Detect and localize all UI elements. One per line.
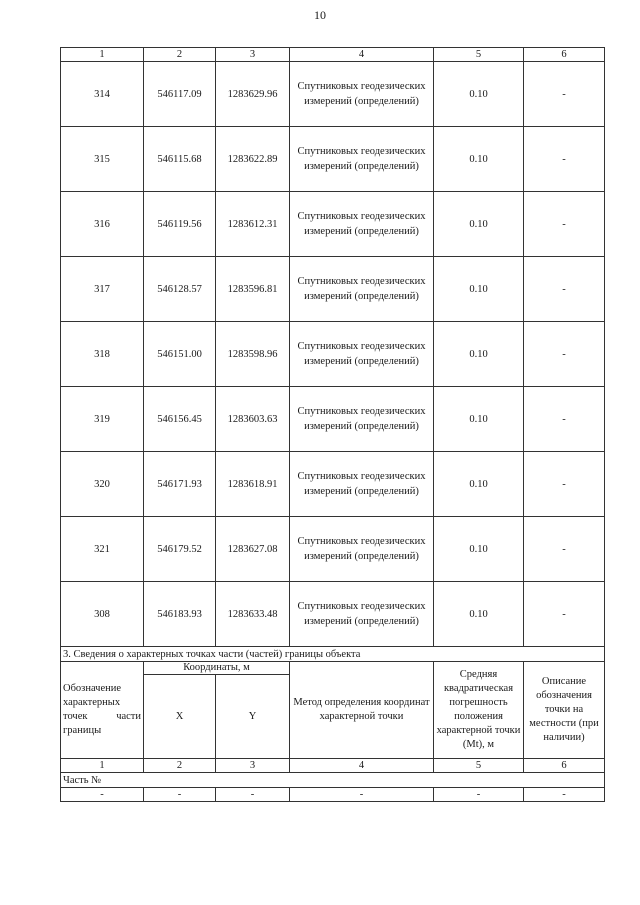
accuracy-cell: 0.10 [434, 322, 524, 387]
column-number: 1 [61, 48, 144, 62]
empty-cell: - [434, 788, 524, 802]
method-header: Метод определения координат характерной точки [290, 662, 434, 759]
x-coordinate-cell: 546117.09 [144, 62, 216, 127]
y-coordinate-cell: 1283598.96 [216, 322, 290, 387]
point-id-cell: 320 [61, 452, 144, 517]
x-coordinate-cell: 546156.45 [144, 387, 216, 452]
column-number: 4 [290, 759, 434, 773]
method-cell: Спутниковых геодезических измерений (определений) [290, 517, 434, 582]
section-3-title-row [61, 647, 605, 662]
method-cell: Спутниковых геодезических измерений (определений) [290, 127, 434, 192]
x-header: X [144, 675, 216, 759]
description-cell: - [524, 322, 605, 387]
section-3-column-number-row [61, 759, 605, 773]
column-number: 2 [144, 48, 216, 62]
y-coordinate-cell: 1283627.08 [216, 517, 290, 582]
part-label: Часть № [61, 773, 605, 788]
method-cell: Спутниковых геодезических измерений (определений) [290, 387, 434, 452]
column-number: 3 [216, 759, 290, 773]
part-row [61, 773, 605, 788]
method-cell: Спутниковых геодезических измерений (определений) [290, 62, 434, 127]
x-coordinate-cell: 546171.93 [144, 452, 216, 517]
description-cell: - [524, 192, 605, 257]
accuracy-cell: 0.10 [434, 192, 524, 257]
point-row [61, 322, 605, 387]
method-cell: Спутниковых геодезических измерений (определений) [290, 257, 434, 322]
column-number-row [61, 48, 605, 62]
coordinates-header: Координаты, м [144, 662, 290, 675]
method-cell: Спутниковых геодезических измерений (определений) [290, 452, 434, 517]
boundary-points-table [60, 47, 605, 802]
column-number: 4 [290, 48, 434, 62]
accuracy-cell: 0.10 [434, 62, 524, 127]
column-number: 3 [216, 48, 290, 62]
method-cell: Спутниковых геодезических измерений (определений) [290, 192, 434, 257]
y-coordinate-cell: 1283596.81 [216, 257, 290, 322]
accuracy-cell: 0.10 [434, 517, 524, 582]
column-number: 6 [524, 759, 605, 773]
point-row [61, 387, 605, 452]
point-id-cell: 318 [61, 322, 144, 387]
description-cell: - [524, 257, 605, 322]
point-id-cell: 317 [61, 257, 144, 322]
x-coordinate-cell: 546179.52 [144, 517, 216, 582]
point-row [61, 127, 605, 192]
point-row [61, 192, 605, 257]
empty-cell: - [216, 788, 290, 802]
accuracy-cell: 0.10 [434, 257, 524, 322]
accuracy-cell: 0.10 [434, 452, 524, 517]
description-cell: - [524, 127, 605, 192]
point-id-cell: 316 [61, 192, 144, 257]
point-id-cell: 308 [61, 582, 144, 647]
x-coordinate-cell: 546115.68 [144, 127, 216, 192]
point-id-cell: 319 [61, 387, 144, 452]
y-header: Y [216, 675, 290, 759]
point-row [61, 582, 605, 647]
section-3-header-row [61, 662, 605, 675]
description-cell: - [524, 62, 605, 127]
point-id-cell: 321 [61, 517, 144, 582]
designation-header: Обозначение характерных точек части границы [61, 662, 144, 759]
x-coordinate-cell: 546119.56 [144, 192, 216, 257]
method-cell: Спутниковых геодезических измерений (определений) [290, 322, 434, 387]
point-id-cell: 314 [61, 62, 144, 127]
column-number: 5 [434, 48, 524, 62]
point-id-cell: 315 [61, 127, 144, 192]
column-number: 1 [61, 759, 144, 773]
description-cell: - [524, 517, 605, 582]
y-coordinate-cell: 1283603.63 [216, 387, 290, 452]
x-coordinate-cell: 546151.00 [144, 322, 216, 387]
accuracy-cell: 0.10 [434, 127, 524, 192]
empty-cell: - [524, 788, 605, 802]
point-row [61, 62, 605, 127]
y-coordinate-cell: 1283629.96 [216, 62, 290, 127]
accuracy-cell: 0.10 [434, 582, 524, 647]
description-cell: - [524, 452, 605, 517]
y-coordinate-cell: 1283622.89 [216, 127, 290, 192]
empty-cell: - [290, 788, 434, 802]
x-coordinate-cell: 546183.93 [144, 582, 216, 647]
description-header: Описание обозначения точки на местности (при наличии) [524, 662, 605, 759]
column-number: 6 [524, 48, 605, 62]
y-coordinate-cell: 1283618.91 [216, 452, 290, 517]
y-coordinate-cell: 1283633.48 [216, 582, 290, 647]
empty-cell: - [144, 788, 216, 802]
section-3-empty-row [61, 788, 605, 802]
point-row [61, 452, 605, 517]
column-number: 5 [434, 759, 524, 773]
description-cell: - [524, 582, 605, 647]
empty-cell: - [61, 788, 144, 802]
section-3-title: 3. Сведения о характерных точках части (частей) границы объекта [61, 647, 605, 662]
x-coordinate-cell: 546128.57 [144, 257, 216, 322]
column-number: 2 [144, 759, 216, 773]
page-number: 10 [314, 8, 326, 22]
method-cell: Спутниковых геодезических измерений (определений) [290, 582, 434, 647]
point-row [61, 257, 605, 322]
accuracy-cell: 0.10 [434, 387, 524, 452]
accuracy-header: Средняя квадратическая погрешность положения характерной точки (Mt), м [434, 662, 524, 759]
point-row [61, 517, 605, 582]
y-coordinate-cell: 1283612.31 [216, 192, 290, 257]
description-cell: - [524, 387, 605, 452]
